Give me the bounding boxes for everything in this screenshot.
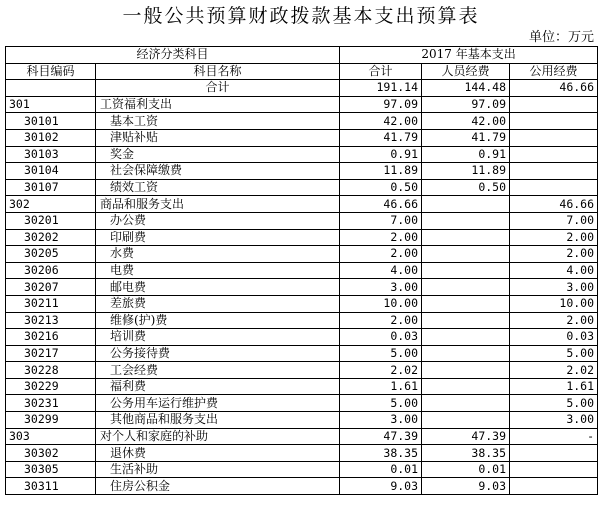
row-total: 97.09 (340, 96, 422, 113)
row-public: 3.00 (510, 412, 598, 429)
row-name: 福利费 (96, 378, 340, 395)
header-col-code: 科目编码 (6, 63, 96, 80)
header-row-group (6, 47, 598, 64)
row-total: 2.00 (340, 312, 422, 329)
row-personnel: 38.35 (422, 445, 510, 462)
row-personnel: 41.79 (422, 129, 510, 146)
row-total: 7.00 (340, 212, 422, 229)
row-name: 绩效工资 (96, 179, 340, 196)
row-code: 30311 (6, 478, 96, 495)
row-name: 退休费 (96, 445, 340, 462)
row-personnel (422, 329, 510, 346)
row-public: 5.00 (510, 345, 598, 362)
row-public: 7.00 (510, 212, 598, 229)
row-code: 303 (6, 428, 96, 445)
row-public (510, 96, 598, 113)
row-code: 302 (6, 196, 96, 213)
total-row (6, 80, 598, 97)
row-name: 邮电费 (96, 279, 340, 296)
total-row-total: 191.14 (340, 80, 422, 97)
row-personnel: 0.91 (422, 146, 510, 163)
row-name: 对个人和家庭的补助 (96, 428, 340, 445)
row-public: 2.00 (510, 229, 598, 246)
row-public (510, 129, 598, 146)
table-row (6, 478, 598, 495)
row-code: 30216 (6, 329, 96, 346)
row-public: 5.00 (510, 395, 598, 412)
row-name: 生活补助 (96, 461, 340, 478)
page-title: 一般公共预算财政拨款基本支出预算表 (122, 5, 480, 27)
row-code: 30302 (6, 445, 96, 462)
row-total: 0.01 (340, 461, 422, 478)
header-group-right: 2017 年基本支出 (340, 47, 598, 64)
row-total: 3.00 (340, 279, 422, 296)
row-name: 水费 (96, 246, 340, 263)
row-name: 奖金 (96, 146, 340, 163)
row-total: 11.89 (340, 163, 422, 180)
row-total: 0.91 (340, 146, 422, 163)
row-name: 差旅费 (96, 295, 340, 312)
table-body (6, 47, 598, 495)
row-personnel (422, 345, 510, 362)
row-name: 公务用车运行维护费 (96, 395, 340, 412)
row-personnel (422, 312, 510, 329)
row-public (510, 478, 598, 495)
row-code: 30205 (6, 246, 96, 263)
row-code: 30305 (6, 461, 96, 478)
row-personnel: 11.89 (422, 163, 510, 180)
total-row-public: 46.66 (510, 80, 598, 97)
row-public: 4.00 (510, 262, 598, 279)
row-public (510, 461, 598, 478)
row-public (510, 146, 598, 163)
row-name: 办公费 (96, 212, 340, 229)
row-personnel: 0.50 (422, 179, 510, 196)
row-code: 30229 (6, 378, 96, 395)
row-total: 46.66 (340, 196, 422, 213)
table-row (6, 212, 598, 229)
row-total: 42.00 (340, 113, 422, 130)
row-name: 社会保障缴费 (96, 163, 340, 180)
row-personnel (422, 295, 510, 312)
row-name: 津贴补贴 (96, 129, 340, 146)
row-personnel (422, 279, 510, 296)
row-total: 38.35 (340, 445, 422, 462)
row-public: 1.61 (510, 378, 598, 395)
header-group-left: 经济分类科目 (6, 47, 340, 64)
table-row (6, 179, 598, 196)
row-code: 30299 (6, 412, 96, 429)
row-code: 30104 (6, 163, 96, 180)
table-row (6, 229, 598, 246)
row-public: 2.02 (510, 362, 598, 379)
budget-table (5, 46, 598, 495)
row-code: 30102 (6, 129, 96, 146)
row-name: 电费 (96, 262, 340, 279)
row-total: 41.79 (340, 129, 422, 146)
row-personnel: 9.03 (422, 478, 510, 495)
row-code: 30207 (6, 279, 96, 296)
row-code: 30228 (6, 362, 96, 379)
row-code: 30202 (6, 229, 96, 246)
table-row (6, 362, 598, 379)
unit-label: 单位：万元 (528, 30, 594, 45)
table-row (6, 295, 598, 312)
row-personnel (422, 212, 510, 229)
row-personnel (422, 412, 510, 429)
row-personnel: 0.01 (422, 461, 510, 478)
row-name: 印刷费 (96, 229, 340, 246)
row-name: 住房公积金 (96, 478, 340, 495)
total-row-personnel: 144.48 (422, 80, 510, 97)
row-name: 培训费 (96, 329, 340, 346)
table-row (6, 96, 598, 113)
row-total: 4.00 (340, 262, 422, 279)
row-total: 0.03 (340, 329, 422, 346)
row-total: 0.50 (340, 179, 422, 196)
row-personnel (422, 262, 510, 279)
table-row (6, 312, 598, 329)
table-row (6, 395, 598, 412)
table-row (6, 329, 598, 346)
table-row (6, 246, 598, 263)
row-public (510, 113, 598, 130)
row-personnel: 42.00 (422, 113, 510, 130)
table-row (6, 428, 598, 445)
header-col-name: 科目名称 (96, 63, 340, 80)
row-personnel: 47.39 (422, 428, 510, 445)
row-code: 30103 (6, 146, 96, 163)
row-code: 30213 (6, 312, 96, 329)
row-total: 5.00 (340, 395, 422, 412)
row-public: 46.66 (510, 196, 598, 213)
table-row (6, 163, 598, 180)
row-public: 10.00 (510, 295, 598, 312)
header-col-personnel: 人员经费 (422, 63, 510, 80)
row-personnel (422, 362, 510, 379)
row-personnel (422, 196, 510, 213)
row-code: 30107 (6, 179, 96, 196)
row-total: 3.00 (340, 412, 422, 429)
row-personnel (422, 378, 510, 395)
row-code: 301 (6, 96, 96, 113)
row-name: 工资福利支出 (96, 96, 340, 113)
row-public: 2.00 (510, 246, 598, 263)
row-total: 47.39 (340, 428, 422, 445)
row-total: 2.00 (340, 246, 422, 263)
row-code: 30231 (6, 395, 96, 412)
header-row-columns (6, 63, 598, 80)
row-personnel: 97.09 (422, 96, 510, 113)
row-code: 30217 (6, 345, 96, 362)
table-row (6, 461, 598, 478)
row-total: 5.00 (340, 345, 422, 362)
row-personnel (422, 229, 510, 246)
row-code: 30206 (6, 262, 96, 279)
row-code: 30101 (6, 113, 96, 130)
table-row (6, 412, 598, 429)
row-code: 30201 (6, 212, 96, 229)
row-personnel (422, 246, 510, 263)
row-name: 商品和服务支出 (96, 196, 340, 213)
row-name: 工会经费 (96, 362, 340, 379)
row-total: 10.00 (340, 295, 422, 312)
row-name: 基本工资 (96, 113, 340, 130)
total-row-label: 合计 (96, 80, 340, 97)
row-total: 2.00 (340, 229, 422, 246)
total-row-code (6, 80, 96, 97)
row-name: 公务接待费 (96, 345, 340, 362)
row-public: 2.00 (510, 312, 598, 329)
row-name: 维修(护)费 (96, 312, 340, 329)
row-public: - (510, 428, 598, 445)
table-row (6, 445, 598, 462)
table-row (6, 113, 598, 130)
row-public (510, 179, 598, 196)
table-row (6, 129, 598, 146)
row-total: 1.61 (340, 378, 422, 395)
row-personnel (422, 395, 510, 412)
table-row (6, 196, 598, 213)
row-name: 其他商品和服务支出 (96, 412, 340, 429)
table-row (6, 378, 598, 395)
table-row (6, 262, 598, 279)
row-public (510, 445, 598, 462)
row-public: 3.00 (510, 279, 598, 296)
row-code: 30211 (6, 295, 96, 312)
table-row (6, 345, 598, 362)
table-row (6, 146, 598, 163)
row-total: 2.02 (340, 362, 422, 379)
table-row (6, 279, 598, 296)
row-total: 9.03 (340, 478, 422, 495)
row-public: 0.03 (510, 329, 598, 346)
header-col-total: 合计 (340, 63, 422, 80)
header-col-public: 公用经费 (510, 63, 598, 80)
row-public (510, 163, 598, 180)
